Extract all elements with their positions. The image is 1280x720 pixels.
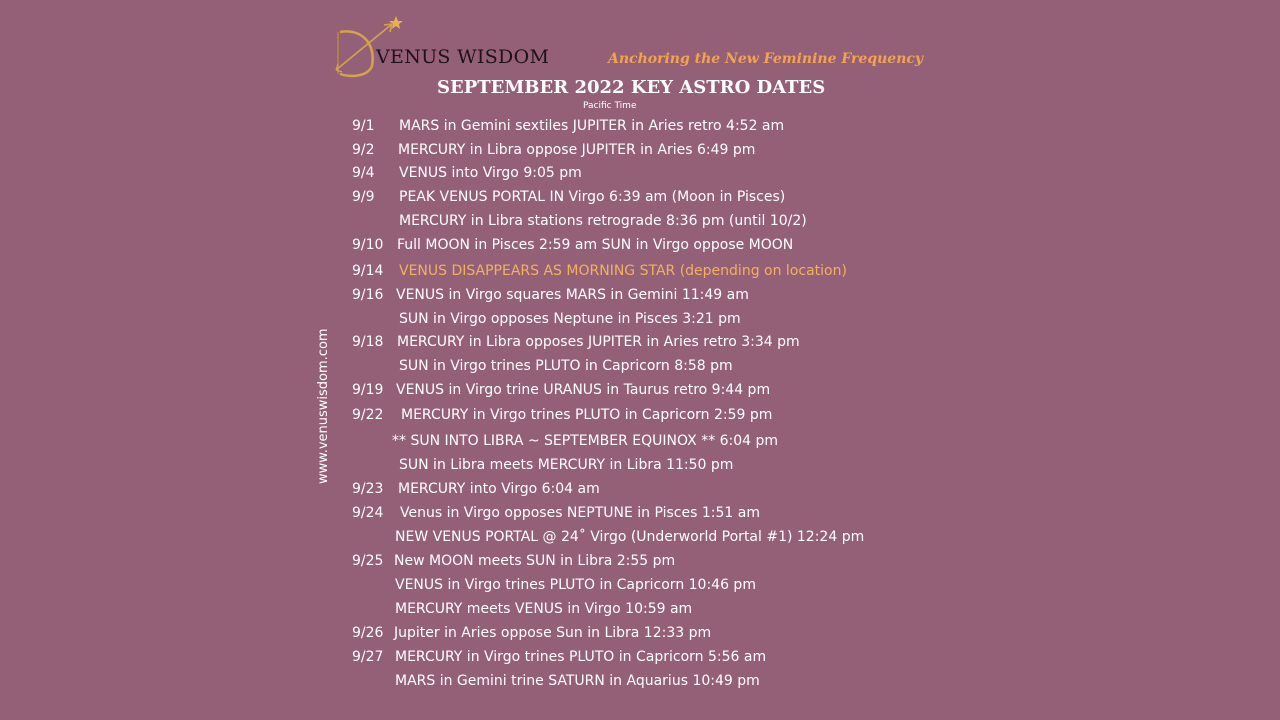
event-text: MERCURY in Virgo trines PLUTO in Capricorn 2:59 pm	[401, 407, 773, 423]
event-date: 9/25	[352, 553, 384, 569]
event-date: 9/23	[352, 481, 384, 497]
event-text: SUN in Virgo trines PLUTO in Capricorn 8:58 pm	[399, 358, 733, 374]
event-row	[352, 455, 972, 475]
event-text: MARS in Gemini trine SATURN in Aquarius 10:49 pm	[395, 673, 760, 689]
event-row	[352, 575, 972, 595]
event-date: 9/27	[352, 649, 384, 665]
event-date: 9/16	[352, 287, 384, 303]
venus-wisdom-logo	[332, 14, 572, 84]
event-text: NEW VENUS PORTAL @ 24˚ Virgo (Underworld Portal #1) 12:24 pm	[395, 529, 865, 545]
event-row	[352, 479, 972, 499]
event-row	[352, 235, 972, 255]
event-text: MERCURY meets VENUS in Virgo 10:59 am	[395, 601, 693, 617]
event-row	[352, 380, 972, 400]
event-text: MERCURY in Virgo trines PLUTO in Capricorn 5:56 am	[395, 649, 767, 665]
event-text: SUN in Libra meets MERCURY in Libra 11:50 pm	[399, 457, 734, 473]
event-row	[352, 647, 972, 667]
event-row	[352, 405, 972, 425]
event-row	[352, 261, 972, 281]
event-text: VENUS in Virgo trines PLUTO in Capricorn 10:46 pm	[395, 577, 756, 593]
event-text: Full MOON in Pisces 2:59 am SUN in Virgo oppose MOON	[397, 237, 794, 253]
event-date: 9/22	[352, 407, 384, 423]
event-row	[352, 116, 972, 136]
event-text: MARS in Gemini sextiles JUPITER in Aries retro 4:52 am	[399, 118, 785, 134]
event-date: 9/4	[352, 165, 375, 181]
website-url-text: www.venuswisdom.com	[316, 328, 331, 484]
event-date: 9/2	[352, 142, 375, 158]
event-row	[352, 623, 972, 643]
event-date: 9/18	[352, 334, 384, 350]
event-text: Venus in Virgo opposes NEPTUNE in Pisces 1:51 am	[400, 505, 760, 521]
tagline: Anchoring the New Feminine Frequency	[608, 51, 924, 67]
event-row	[352, 671, 972, 691]
event-row	[352, 356, 972, 376]
event-text: VENUS into Virgo 9:05 pm	[399, 165, 582, 181]
event-text: VENUS in Virgo trine URANUS in Taurus retro 9:44 pm	[396, 382, 771, 398]
event-text: MERCURY in Libra opposes JUPITER in Aries retro 3:34 pm	[397, 334, 800, 350]
event-row	[352, 140, 972, 160]
event-row	[352, 285, 972, 305]
event-date: 9/19	[352, 382, 384, 398]
event-text: SUN in Virgo opposes Neptune in Pisces 3:21 pm	[399, 311, 741, 327]
event-text: VENUS in Virgo squares MARS in Gemini 11:49 am	[396, 287, 749, 303]
event-text: New MOON meets SUN in Libra 2:55 pm	[394, 553, 676, 569]
event-row	[352, 527, 972, 547]
event-date: 9/24	[352, 505, 384, 521]
event-row	[352, 551, 972, 571]
event-date: 9/1	[352, 118, 375, 134]
event-date: 9/10	[352, 237, 384, 253]
event-text: MERCURY in Libra oppose JUPITER in Aries 6:49 pm	[398, 142, 756, 158]
event-text: MERCURY into Virgo 6:04 am	[398, 481, 600, 497]
event-row	[352, 599, 972, 619]
event-row	[352, 332, 972, 352]
page-title: SEPTEMBER 2022 KEY ASTRO DATES	[437, 77, 826, 98]
event-row	[352, 309, 972, 329]
event-date: 9/26	[352, 625, 384, 641]
event-date: 9/9	[352, 189, 375, 205]
event-text: MERCURY in Libra stations retrograde 8:36 pm (until 10/2)	[399, 213, 807, 229]
event-text: ** SUN INTO LIBRA ~ SEPTEMBER EQUINOX ** 6:04 pm	[392, 433, 779, 449]
event-text: VENUS DISAPPEARS AS MORNING STAR (depending on location)	[399, 263, 847, 279]
event-row	[352, 211, 972, 231]
event-text: PEAK VENUS PORTAL IN Virgo 6:39 am (Moon in Pisces)	[399, 189, 786, 205]
event-row	[352, 431, 972, 451]
timezone-note: Pacific Time	[583, 101, 637, 111]
event-date: 9/14	[352, 263, 384, 279]
event-text: Jupiter in Aries oppose Sun in Libra 12:33 pm	[394, 625, 712, 641]
event-row	[352, 163, 972, 183]
brand-name: VENUS WISDOM	[376, 46, 550, 68]
event-row	[352, 503, 972, 523]
event-row	[352, 187, 972, 207]
